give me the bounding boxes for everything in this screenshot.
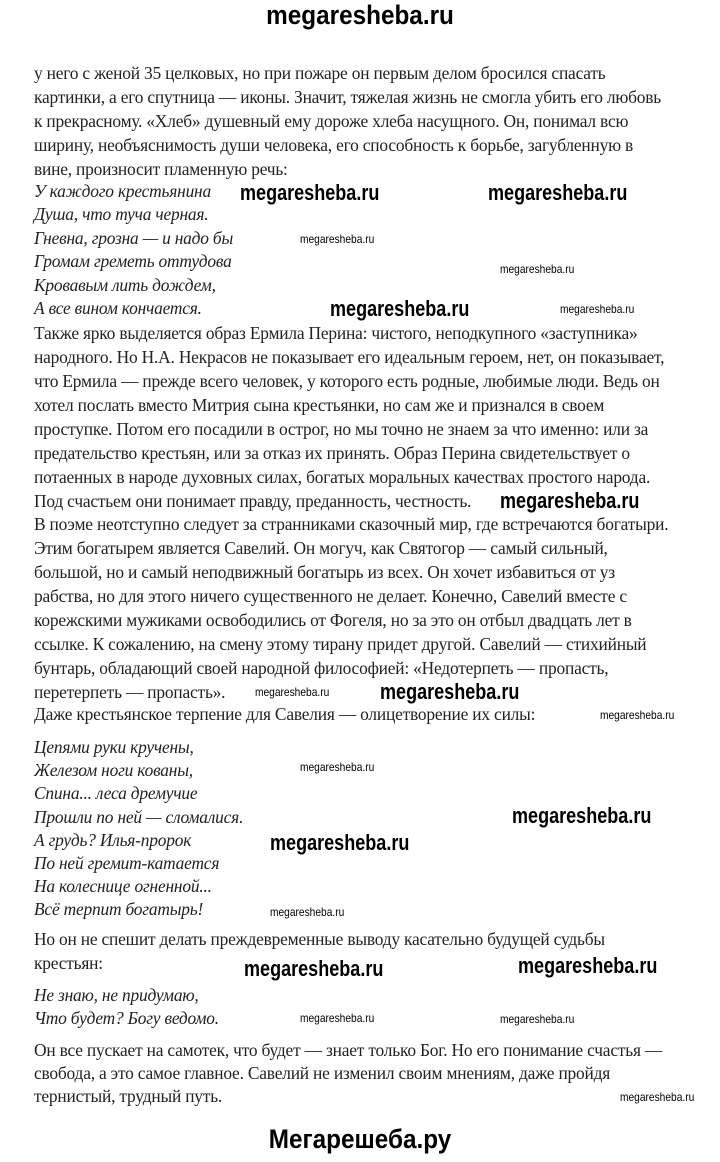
poem-line: Цепями руки кручены, [34,737,194,757]
text-line: хотел послать вместо Митрия сына крестьянки, но сам же и признался в своем [34,395,605,415]
poem-line: По ней гремит-катается [34,853,220,873]
text-line: народного. Но Н.А. Некрасов не показывает его идеальным героем, нет, он показывает, [34,347,665,367]
text-line: Даже крестьянское терпение для Савелия — олицетворение их силы: [34,704,536,724]
watermark: megaresheba.ru [240,180,380,205]
watermark: megaresheba.ru [518,953,658,978]
text-line: Но он не спешит делать преждевременные выводу касательно будущей судьбы [34,929,605,949]
text-line: к прекрасному. «Хлеб» душевный ему дороже хлеба насущного. Он, понимал всю [34,111,629,131]
watermark: megaresheba.ru [244,956,384,981]
text-line: картинки, а его спутница — иконы. Значит, тяжелая жизнь не смогла убить его любовь [34,87,662,107]
watermark: megaresheba.ru [300,232,375,246]
poem-line: На колеснице огненной... [34,876,212,897]
text-line: тернистый, трудный путь. [34,1086,223,1106]
text-line: ширину, необъяснимость души человека, его способность к борьбе, загубленную в [34,135,634,155]
watermark: megaresheba.ru [488,180,628,205]
poem-line: А грудь? Илья-пророк [34,829,192,850]
text-line: проступке. Потом его посадили в острог, но мы точно не знаем за что именно: или за [34,419,649,439]
poem-line: Всё терпит богатырь! [34,899,204,920]
header-site-title: megaresheba.ru [266,0,454,30]
text-line: что Ермила — прежде всего человек, у которого есть родные, любимые люди. Ведь он [34,371,660,391]
text-line: ссылке. К сожалению, на смену этому тирану придет другой. Савелий — стихийный [34,634,647,654]
text-line: предательство крестьян, или за отказ их принять. Образ Перина свидетельствует о [34,443,630,463]
watermark: megaresheba.ru [560,302,635,316]
watermark: megaresheba.ru [300,760,375,774]
watermark: megaresheba.ru [270,830,410,855]
text-line: Он все пускает на самотек, что будет — знает только Бог. Но его понимание счастья — [34,1040,663,1060]
text-line: свобода, а это самое главное. Савелий не изменил своим мнениям, даже пройдя [34,1063,611,1083]
poem-line: Прошли по ней — сломалися. [34,806,244,827]
poem-line: Железом ноги кованы, [34,760,193,781]
poem-line: Спина... леса дремучие [34,783,198,804]
watermark: megaresheba.ru [500,262,575,276]
watermark: megaresheba.ru [330,296,470,321]
text-line: корежскими мужиками освободились от Фогеля, но за это он отбыл двадцать лет в [34,610,632,630]
text-line: потаенных в народе духовных силах, богатых моральных качествах простого народа. [34,467,651,487]
text-line: бунтарь, обладающий своей народной философией: «Недотерпеть — пропасть, [34,658,609,678]
text-line: у него с женой 35 целковых, но при пожаре он первым делом бросился спасать [34,63,606,83]
watermark: megaresheba.ru [512,803,652,828]
watermark: megaresheba.ru [500,488,640,513]
watermark: megaresheba.ru [300,1011,375,1025]
text-line: Под счастьем они понимает правду, преданность, честность. [34,491,472,511]
text-line: крестьян: [34,953,103,973]
watermark: megaresheba.ru [270,905,345,919]
text-line: большой, но и самый неподвижный богатырь из всех. Он хочет избавиться от уз [34,562,615,582]
watermark: megaresheba.ru [620,1090,695,1104]
watermark: megaresheba.ru [255,685,330,699]
text-line: рабства, но для этого ничего существенного не делает. Конечно, Савелий вместе с [34,586,627,606]
poem-line: Не знаю, не придумаю, [34,985,199,1005]
poem-line: А все вином кончается. [34,298,202,318]
poem-line: Гневна, грозна — и надо бы [34,227,234,248]
poem-line: Громам греметь оттудова [34,251,232,272]
footer-site-title: Мегарешеба.ру [268,1124,452,1154]
watermark: megaresheba.ru [600,708,675,722]
text-line: Этим богатырем является Савелий. Он могуч, как Святогор — самый сильный, [34,538,608,558]
poem-line: У каждого крестьянина [34,181,211,201]
text-line: Также ярко выделяется образ Ермила Перина: чистого, неподкупного «заступника» [34,323,638,343]
poem-line: Душа, что туча черная. [34,204,209,225]
watermark: megaresheba.ru [500,1012,575,1026]
text-line: В поэме неотступно следует за странниками сказочный мир, где встречаются богатыри. [34,514,669,534]
poem-line: Что будет? Богу ведомо. [34,1008,219,1028]
text-line: перетерпеть — пропасть». [34,682,226,702]
text-line: вине, произносит пламенную речь: [34,159,288,179]
watermark: megaresheba.ru [380,679,520,704]
poem-line: Кровавым лить дождем, [34,274,216,295]
